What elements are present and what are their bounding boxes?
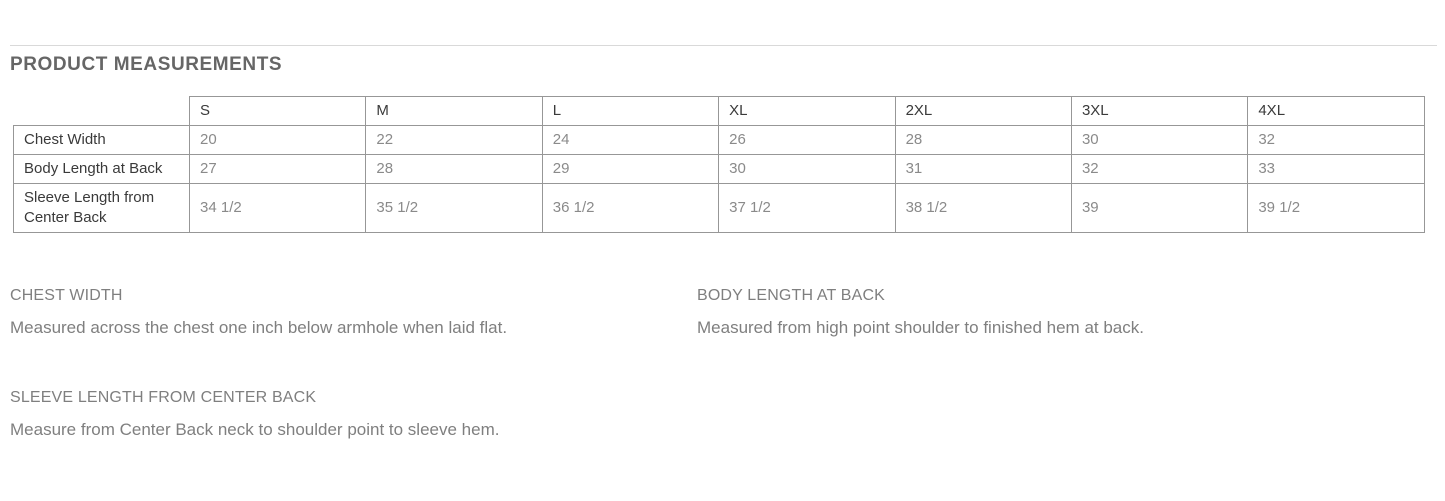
measurement-descriptions <box>10 288 1437 440</box>
section-divider <box>10 45 1437 46</box>
measurement-value: 27 <box>190 155 366 184</box>
table-header-row <box>14 97 1425 126</box>
row-label: Chest Width <box>14 126 190 155</box>
measurement-value: 37 1/2 <box>719 184 895 233</box>
measurement-value: 38 1/2 <box>895 184 1071 233</box>
section-body-text: Measured across the chest one inch below armhole when laid flat. <box>10 318 508 337</box>
size-header-4xl: 4XL <box>1248 97 1424 126</box>
product-measurements-page <box>0 45 1445 440</box>
measurement-value: 34 1/2 <box>190 184 366 233</box>
row-label: Sleeve Length from Center Back <box>14 184 190 233</box>
size-header-2xl: 2XL <box>895 97 1071 126</box>
section-heading: SLEEVE LENGTH FROM CENTER BACK <box>10 389 317 406</box>
measurement-value: 29 <box>542 155 718 184</box>
section-body-length-at-back <box>697 288 1437 338</box>
measurement-value: 39 1/2 <box>1248 184 1424 233</box>
measurements-table <box>13 96 1425 233</box>
measurement-value: 28 <box>895 126 1071 155</box>
measurement-value: 33 <box>1248 155 1424 184</box>
measurement-value: 32 <box>1071 155 1247 184</box>
measurement-value: 24 <box>542 126 718 155</box>
section-heading: BODY LENGTH AT BACK <box>697 287 885 304</box>
measurement-value: 30 <box>719 155 895 184</box>
table-row-chest-width <box>14 126 1425 155</box>
section-body-text: Measured from high point shoulder to finished hem at back. <box>697 318 1144 337</box>
measurement-value: 28 <box>366 155 542 184</box>
measurement-value: 26 <box>719 126 895 155</box>
table-row-body-length <box>14 155 1425 184</box>
page-title: PRODUCT MEASUREMENTS <box>10 54 283 75</box>
measurement-value: 31 <box>895 155 1071 184</box>
measurement-value: 35 1/2 <box>366 184 542 233</box>
section-sleeve-length-from-center-back <box>10 390 697 440</box>
measurement-value: 36 1/2 <box>542 184 718 233</box>
size-header-s: S <box>190 97 366 126</box>
measurement-value: 22 <box>366 126 542 155</box>
measurement-value: 39 <box>1071 184 1247 233</box>
row-label: Body Length at Back <box>14 155 190 184</box>
table-row-sleeve-length <box>14 184 1425 233</box>
section-heading: CHEST WIDTH <box>10 287 123 304</box>
size-header-xl: XL <box>719 97 895 126</box>
measurement-value: 32 <box>1248 126 1424 155</box>
size-header-m: M <box>366 97 542 126</box>
table-corner-cell <box>14 97 190 126</box>
section-body-text: Measure from Center Back neck to shoulder point to sleeve hem. <box>10 420 500 439</box>
size-header-l: L <box>542 97 718 126</box>
measurement-value: 20 <box>190 126 366 155</box>
size-header-3xl: 3XL <box>1071 97 1247 126</box>
section-chest-width <box>10 288 697 338</box>
measurement-value: 30 <box>1071 126 1247 155</box>
